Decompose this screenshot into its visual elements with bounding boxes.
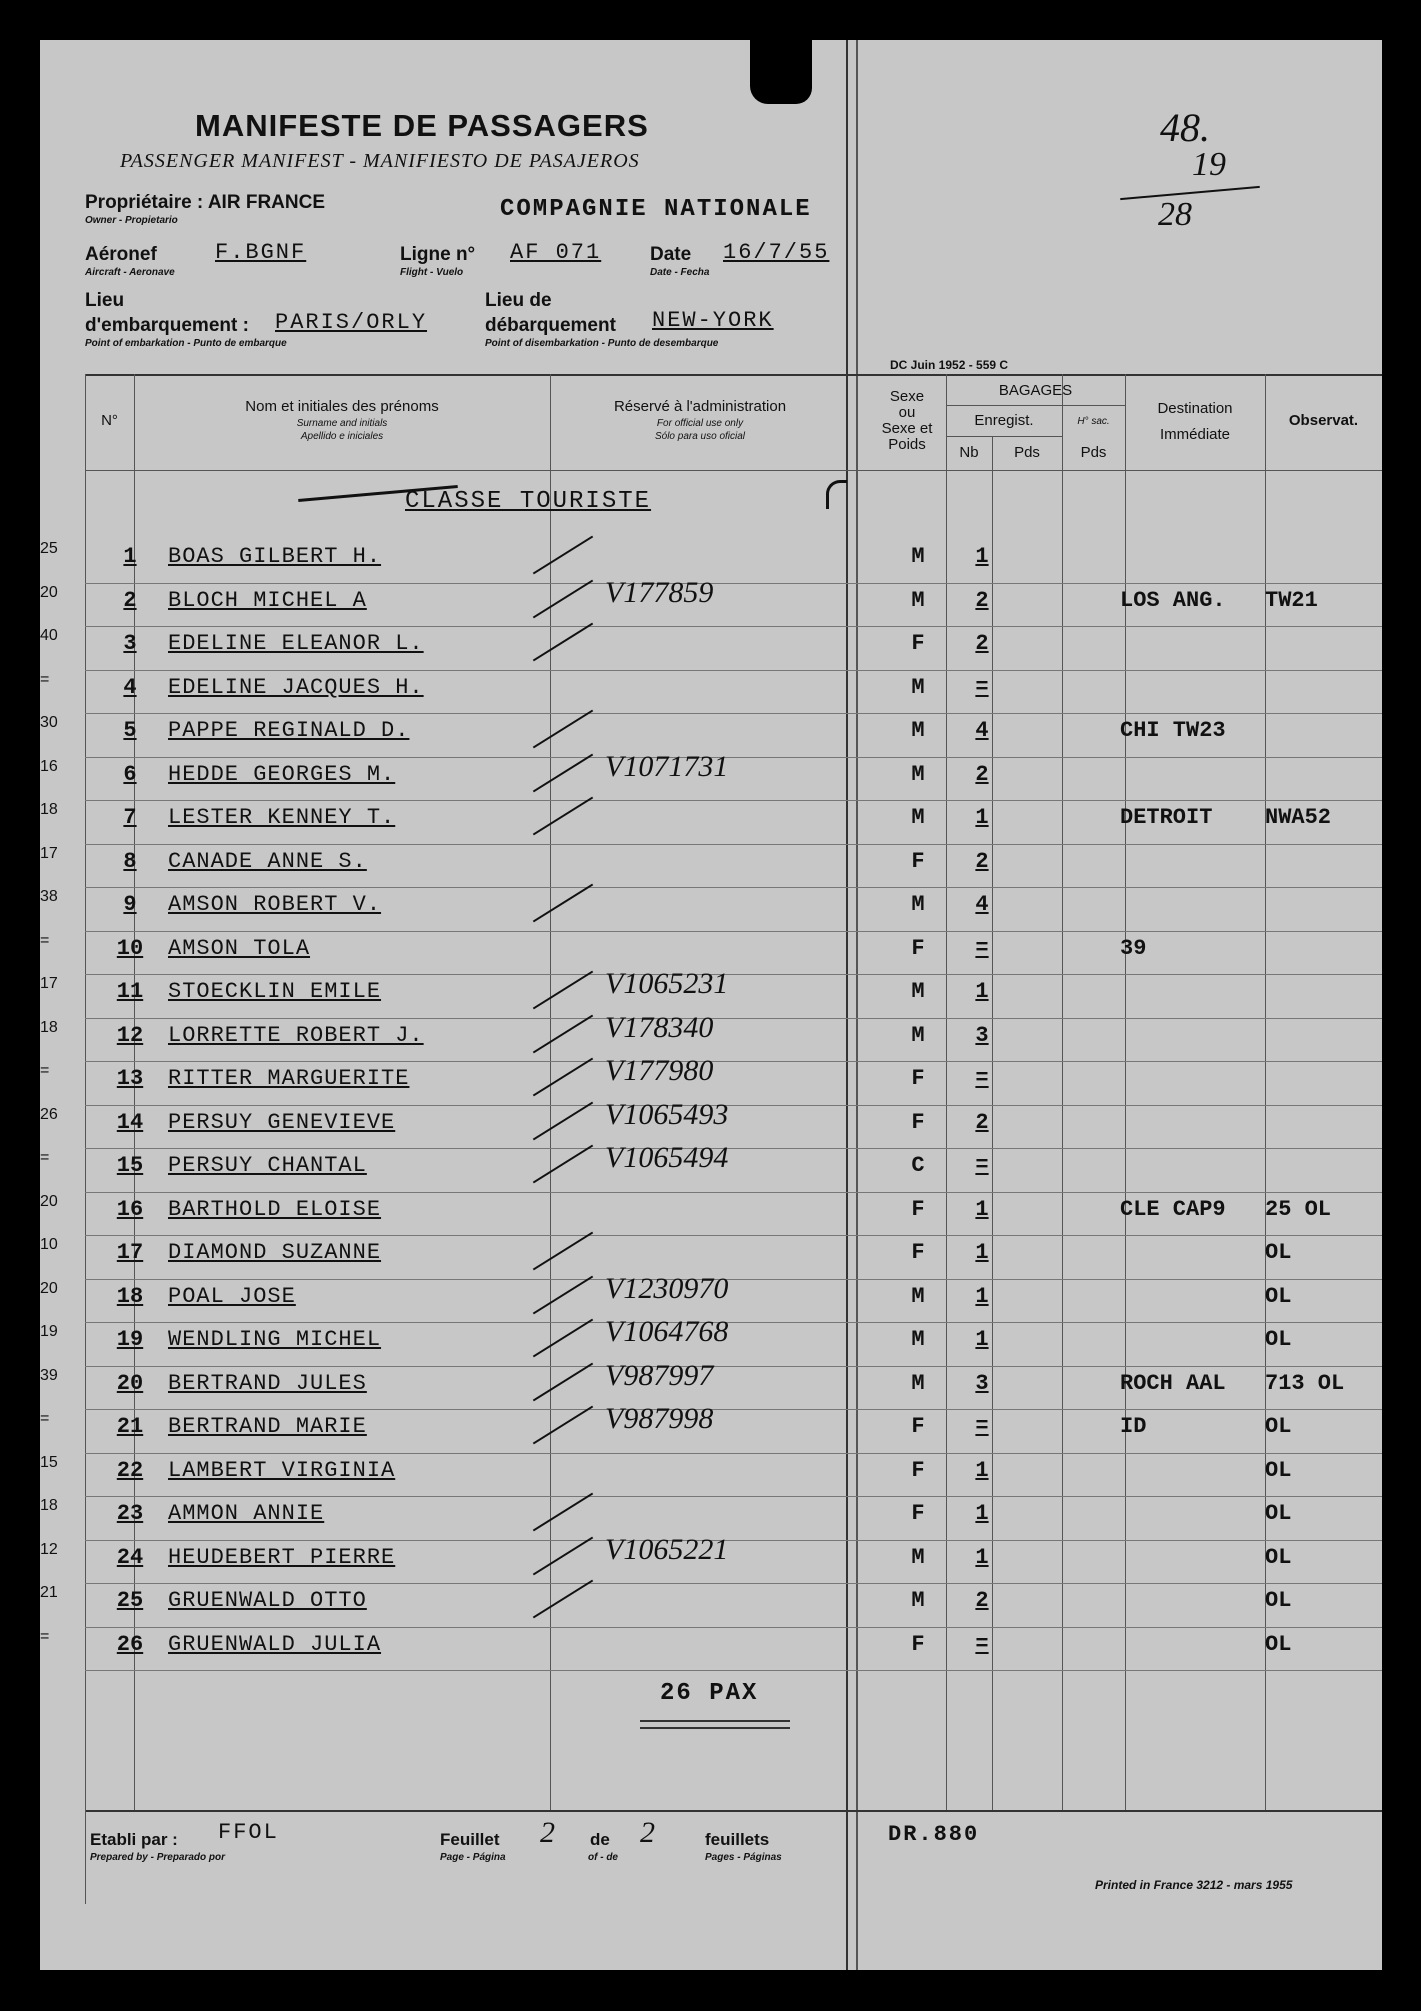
- flight-sub: Flight - Vuelo: [400, 267, 464, 278]
- observation: NWA52: [1265, 805, 1332, 830]
- baggage-weight: 38: [40, 888, 58, 905]
- pen-check-mark: [533, 1232, 593, 1271]
- baggage-count: 1: [975, 979, 989, 1004]
- baggage-count: 1: [975, 544, 989, 569]
- passenger-name: LAMBERT VIRGINIA: [168, 1457, 396, 1483]
- flight-label: Ligne n°: [400, 244, 476, 265]
- bagages-header-line: [946, 405, 1125, 406]
- owner-label: Propriétaire : AIR FRANCE: [85, 192, 325, 213]
- col-header-dest-1: Destination: [1157, 400, 1233, 417]
- printed-note: Printed in France 3212 - mars 1955: [1095, 1878, 1293, 1892]
- passenger-number: 12: [116, 1022, 144, 1048]
- pen-check-mark: [533, 1275, 593, 1314]
- observation: OL: [1265, 1501, 1292, 1526]
- baggage-count: =: [975, 1066, 989, 1091]
- passenger-name: PAPPE REGINALD D.: [168, 718, 410, 743]
- destination: CHI TW23: [1120, 718, 1226, 743]
- passenger-sex: F: [911, 1501, 925, 1526]
- passenger-row: [40, 671, 1382, 715]
- passenger-name: AMMON ANNIE: [168, 1501, 325, 1526]
- enreg-header-line: [946, 436, 1062, 437]
- embark-sub: Point of embarkation - Punto de embarque: [85, 338, 287, 349]
- baggage-weight: =: [40, 931, 50, 949]
- col-header-sex-1: Sexe: [889, 388, 925, 405]
- page-title: MANIFESTE DE PASSAGERS: [195, 108, 649, 143]
- baggage-weight: 17: [40, 844, 58, 862]
- pen-stroke-bracket: [826, 480, 847, 509]
- passenger-name: BARTHOLD ELOISE: [168, 1196, 382, 1222]
- passenger-row: [40, 627, 1382, 671]
- baggage-count: 2: [975, 631, 989, 656]
- passenger-name: POAL JOSE: [168, 1283, 296, 1309]
- baggage-count: =: [975, 1414, 989, 1439]
- baggage-weight: 16: [40, 757, 58, 775]
- date-sub: Date - Fecha: [650, 267, 710, 278]
- admin-reference: V178340: [605, 1010, 714, 1044]
- baggage-count: 2: [975, 1109, 989, 1135]
- passenger-number: 18: [116, 1283, 144, 1309]
- pen-check-mark: [533, 1406, 593, 1445]
- passenger-row: [40, 845, 1382, 889]
- baggage-weight: 20: [40, 1279, 58, 1297]
- passenger-row: [40, 575, 1382, 628]
- passenger-sex: M: [911, 544, 925, 569]
- passenger-row: [40, 1454, 1382, 1498]
- admin-reference: V177980: [605, 1054, 714, 1087]
- aircraft-label: Aéronef: [85, 244, 157, 265]
- observation: OL: [1265, 1544, 1292, 1570]
- baggage-count: 1: [975, 805, 989, 830]
- destination: DETROIT: [1120, 805, 1213, 830]
- baggage-weight: 18: [40, 801, 58, 818]
- passenger-sex: F: [911, 848, 925, 874]
- passenger-sex: F: [911, 631, 925, 656]
- table-bottom-border: [85, 1810, 1382, 1812]
- observation: OL: [1265, 1631, 1292, 1657]
- aircraft-sub: Aircraft - Aeronave: [85, 267, 175, 278]
- passenger-number: 3: [123, 631, 137, 656]
- admin-reference: V1064768: [605, 1315, 729, 1348]
- passenger-number: 4: [123, 674, 137, 700]
- col-header-name: Nom et initiales des prénoms: [245, 398, 439, 415]
- handwritten-number-2: 19: [1192, 146, 1226, 183]
- destination: CLE CAP9: [1120, 1196, 1226, 1222]
- flight-value: AF 071: [510, 240, 602, 265]
- passenger-sex: M: [911, 1022, 925, 1048]
- pen-check-mark: [533, 1145, 593, 1184]
- passenger-number: 16: [116, 1196, 144, 1222]
- passenger-sex: M: [911, 1370, 925, 1396]
- baggage-weight: 18: [40, 1018, 58, 1036]
- manifest-sheet: [40, 40, 1382, 1970]
- passenger-name: PERSUY GENEVIEVE: [168, 1109, 396, 1135]
- pen-check-mark: [533, 710, 593, 749]
- passenger-sex: M: [911, 1327, 925, 1352]
- table-header-bottom: [85, 470, 1382, 471]
- baggage-weight: 10: [40, 1236, 58, 1253]
- disembark-sub: Point of disembarkation - Punto de desembarque: [485, 338, 719, 349]
- col-header-bagages: BAGAGES: [998, 382, 1073, 399]
- pen-check-mark: [533, 1014, 593, 1053]
- col-header-sex-4: Poids: [888, 436, 926, 453]
- passenger-name: DIAMOND SUZANNE: [168, 1240, 382, 1265]
- date-value: 16/7/55: [723, 240, 830, 265]
- admin-reference: V177859: [605, 575, 714, 609]
- passenger-sex: M: [911, 892, 925, 917]
- passenger-name: STOECKLIN EMILE: [168, 979, 382, 1004]
- baggage-weight: 30: [40, 714, 58, 731]
- baggage-count: 4: [975, 718, 989, 743]
- passenger-sex: M: [911, 805, 925, 830]
- passenger-number: 26: [116, 1631, 144, 1657]
- col-header-no: N°: [101, 412, 118, 429]
- passenger-number: 13: [116, 1066, 144, 1091]
- pen-check-mark: [533, 1536, 593, 1575]
- passenger-sex: M: [911, 761, 925, 787]
- baggage-weight: 26: [40, 1105, 58, 1123]
- pen-check-mark: [533, 1362, 593, 1401]
- passenger-number: 1: [123, 544, 137, 569]
- pen-check-mark: [533, 1493, 593, 1532]
- passenger-name: AMSON ROBERT V.: [168, 892, 382, 917]
- pen-check-mark: [533, 753, 593, 792]
- baggage-count: =: [975, 1153, 989, 1178]
- passenger-number: 9: [123, 892, 137, 917]
- pen-check-mark: [533, 1580, 593, 1619]
- passenger-name: PERSUY CHANTAL: [168, 1153, 367, 1178]
- prepared-sub: Prepared by - Preparado por: [90, 1852, 226, 1863]
- passenger-number: 23: [116, 1501, 144, 1526]
- handwritten-number-3: 28: [1158, 196, 1192, 233]
- passenger-number: 8: [123, 848, 137, 874]
- sheets-label: feuillets: [705, 1830, 770, 1849]
- col-header-sex-3: Sexe et: [881, 420, 933, 437]
- col-header-admin-sub2: Sólo para uso oficial: [654, 431, 746, 442]
- passenger-sex: M: [911, 1588, 925, 1613]
- col-header-enreg: Enregist.: [974, 412, 1034, 429]
- pen-check-mark: [533, 536, 593, 575]
- date-label: Date: [650, 244, 692, 265]
- admin-reference: V1230970: [605, 1271, 729, 1305]
- torn-corner: [750, 40, 812, 104]
- sheet-sub: Page - Página: [440, 1852, 506, 1863]
- baggage-count: =: [975, 935, 989, 961]
- of-value: 2: [640, 1816, 655, 1849]
- pen-check-mark: [533, 884, 593, 923]
- baggage-weight: 20: [40, 1192, 58, 1210]
- baggage-count: 2: [975, 848, 989, 874]
- passenger-number: 2: [123, 587, 137, 613]
- col-header-admin: Réservé à l'administration: [613, 398, 787, 415]
- passenger-name: GRUENWALD OTTO: [168, 1588, 367, 1613]
- admin-reference: V1065221: [605, 1532, 729, 1566]
- passenger-number: 24: [116, 1544, 144, 1570]
- passenger-row: [40, 888, 1382, 932]
- passenger-name: WENDLING MICHEL: [168, 1327, 382, 1352]
- observation: OL: [1265, 1588, 1292, 1613]
- passenger-number: 19: [116, 1327, 144, 1352]
- passenger-name: BERTRAND MARIE: [168, 1414, 367, 1439]
- passenger-number: 11: [116, 979, 144, 1004]
- passenger-sex: M: [911, 718, 925, 743]
- observation: 713 OL: [1265, 1370, 1345, 1396]
- embark-label-1: Lieu: [85, 290, 125, 311]
- baggage-weight: 18: [40, 1497, 58, 1514]
- baggage-count: 1: [975, 1457, 989, 1483]
- passenger-row: [40, 1402, 1382, 1454]
- observation: OL: [1265, 1414, 1292, 1439]
- baggage-count: 1: [975, 1240, 989, 1265]
- of-sub: of - de: [588, 1852, 618, 1863]
- pen-check-mark: [533, 797, 593, 836]
- passenger-number: 22: [116, 1457, 144, 1483]
- baggage-weight: 17: [40, 975, 58, 992]
- dr-value: DR.880: [888, 1822, 980, 1847]
- passenger-sex: F: [911, 1240, 925, 1265]
- baggage-weight: =: [40, 1149, 50, 1166]
- prepared-label: Etabli par :: [90, 1830, 178, 1849]
- passenger-number: 6: [123, 761, 137, 787]
- pen-check-mark: [533, 1058, 593, 1097]
- passenger-row: [40, 1584, 1382, 1628]
- passenger-name: CANADE ANNE S.: [168, 848, 367, 874]
- owner-value: COMPAGNIE NATIONALE: [500, 196, 812, 223]
- admin-reference: V987997: [605, 1358, 714, 1392]
- total-underline: [640, 1720, 790, 1729]
- observation: TW21: [1265, 587, 1318, 613]
- passenger-sex: M: [911, 979, 925, 1004]
- passenger-row: [40, 1532, 1382, 1585]
- embark-value: PARIS/ORLY: [275, 310, 428, 335]
- destination: LOS ANG.: [1120, 587, 1226, 613]
- passenger-number: 5: [123, 718, 137, 743]
- row-divider: [85, 1670, 1382, 1671]
- of-label: de: [590, 1830, 610, 1849]
- passenger-number: 7: [123, 805, 137, 830]
- baggage-count: 1: [975, 1327, 989, 1352]
- col-header-pds2: Pds: [1080, 444, 1107, 461]
- passenger-row: [40, 1141, 1382, 1193]
- col-header-name-sub2: Apellido e iniciales: [300, 431, 384, 442]
- baggage-weight: 20: [40, 583, 58, 601]
- passenger-name: EDELINE ELEANOR L.: [168, 631, 424, 656]
- passenger-name: RITTER MARGUERITE: [168, 1066, 410, 1091]
- baggage-weight: =: [40, 1410, 50, 1427]
- baggage-weight: 40: [40, 627, 58, 644]
- passenger-sex: F: [911, 1109, 925, 1135]
- pen-check-mark: [533, 971, 593, 1010]
- passenger-row: [40, 749, 1382, 802]
- section-title: CLASSE TOURISTE: [405, 488, 652, 515]
- baggage-count: 2: [975, 761, 989, 787]
- observation: 25 OL: [1265, 1196, 1332, 1222]
- aircraft-value: F.BGNF: [215, 240, 307, 265]
- baggage-weight: 25: [40, 540, 58, 557]
- col-header-hors-sac: H° sac.: [1077, 416, 1110, 427]
- baggage-count: =: [975, 1631, 989, 1657]
- sheets-sub: Pages - Páginas: [705, 1852, 782, 1863]
- passenger-number: 17: [116, 1240, 144, 1265]
- col-header-name-sub1: Surname and initials: [296, 418, 388, 429]
- owner-sub: Owner - Propietario: [85, 215, 178, 226]
- passenger-name: AMSON TOLA: [168, 935, 311, 961]
- page-subtitle: PASSENGER MANIFEST - MANIFIESTO DE PASAJEROS: [120, 150, 640, 172]
- pen-check-mark: [533, 1319, 593, 1358]
- table-top-border: [85, 374, 1382, 376]
- passenger-sex: F: [911, 1414, 925, 1439]
- handwritten-number-1: 48.: [1160, 105, 1210, 150]
- total-pax: 26 PAX: [660, 1680, 759, 1707]
- baggage-weight: 19: [40, 1323, 58, 1340]
- observation: OL: [1265, 1240, 1292, 1265]
- col-header-admin-sub1: For official use only: [656, 418, 744, 429]
- baggage-count: 1: [975, 1196, 989, 1222]
- passenger-number: 21: [116, 1414, 144, 1439]
- passenger-sex: F: [911, 1457, 925, 1483]
- baggage-count: 1: [975, 1501, 989, 1526]
- passenger-name: BERTRAND JULES: [168, 1370, 367, 1396]
- passenger-name: BLOCH MICHEL A: [168, 587, 367, 613]
- admin-reference: V1071731: [605, 749, 729, 783]
- col-header-dest-2: Immédiate: [1159, 426, 1231, 443]
- observation: OL: [1265, 1457, 1292, 1483]
- passenger-sex: F: [911, 1196, 925, 1222]
- col-header-pds: Pds: [1014, 444, 1040, 461]
- passenger-sex: F: [911, 1631, 925, 1657]
- passenger-number: 10: [116, 935, 144, 961]
- passenger-name: GRUENWALD JULIA: [168, 1631, 382, 1657]
- baggage-count: 4: [975, 892, 989, 917]
- admin-reference: V1065231: [605, 967, 729, 1000]
- passenger-name: LORRETTE ROBERT J.: [168, 1022, 424, 1048]
- pen-check-mark: [533, 1101, 593, 1140]
- admin-reference: V1065493: [605, 1097, 729, 1131]
- baggage-count: =: [975, 674, 989, 700]
- destination: ROCH AAL: [1120, 1370, 1226, 1396]
- passenger-sex: F: [911, 935, 925, 961]
- sheet-label: Feuillet: [440, 1830, 500, 1849]
- embark-label-2: d'embarquement :: [85, 315, 249, 336]
- admin-reference: V987998: [605, 1402, 714, 1435]
- observation: OL: [1265, 1327, 1292, 1352]
- passenger-name: EDELINE JACQUES H.: [168, 674, 424, 700]
- baggage-count: 1: [975, 1544, 989, 1570]
- passenger-sex: M: [911, 587, 925, 613]
- col-header-sex-2: ou: [898, 404, 916, 421]
- pen-check-mark: [533, 623, 593, 662]
- col-header-observ: Observat.: [1288, 412, 1359, 429]
- destination: ID: [1120, 1414, 1147, 1439]
- baggage-weight: =: [40, 1062, 50, 1079]
- baggage-weight: =: [40, 1627, 50, 1645]
- baggage-count: 1: [975, 1283, 989, 1309]
- passenger-name: HEUDEBERT PIERRE: [168, 1544, 396, 1570]
- passenger-name: HEDDE GEORGES M.: [168, 761, 396, 787]
- passenger-row: [40, 1193, 1382, 1237]
- passenger-sex: M: [911, 1283, 925, 1309]
- observation: OL: [1265, 1283, 1292, 1309]
- baggage-weight: =: [40, 670, 50, 688]
- passenger-row: [40, 801, 1382, 845]
- baggage-weight: 39: [40, 1366, 58, 1384]
- prepared-value: FFOL: [218, 1820, 279, 1845]
- baggage-count: 3: [975, 1022, 989, 1048]
- baggage-count: 2: [975, 1588, 989, 1613]
- passenger-name: LESTER KENNEY T.: [168, 805, 396, 830]
- destination: 39: [1120, 935, 1147, 961]
- passenger-sex: M: [911, 1544, 925, 1570]
- form-code: DC Juin 1952 - 559 C: [890, 358, 1009, 372]
- col-header-nb: Nb: [959, 444, 979, 461]
- passenger-sex: C: [911, 1153, 925, 1178]
- passenger-number: 15: [116, 1153, 144, 1178]
- baggage-weight: 12: [40, 1540, 58, 1558]
- disembark-label-1: Lieu de: [485, 290, 552, 311]
- passenger-name: BOAS GILBERT H.: [168, 544, 382, 569]
- disembark-label-2: débarquement: [485, 315, 616, 336]
- passenger-number: 20: [116, 1370, 144, 1396]
- passenger-sex: M: [911, 674, 925, 700]
- passenger-sex: F: [911, 1066, 925, 1091]
- passenger-number: 14: [116, 1109, 144, 1135]
- baggage-weight: 15: [40, 1453, 58, 1471]
- sheet-value: 2: [540, 1816, 555, 1849]
- passenger-number: 25: [116, 1588, 144, 1613]
- passenger-row: [40, 1628, 1382, 1672]
- disembark-value: NEW-YORK: [652, 308, 774, 333]
- baggage-count: 2: [975, 587, 989, 613]
- baggage-count: 3: [975, 1370, 989, 1396]
- admin-reference: V1065494: [605, 1141, 729, 1174]
- baggage-weight: 21: [40, 1584, 58, 1601]
- pen-check-mark: [533, 579, 593, 618]
